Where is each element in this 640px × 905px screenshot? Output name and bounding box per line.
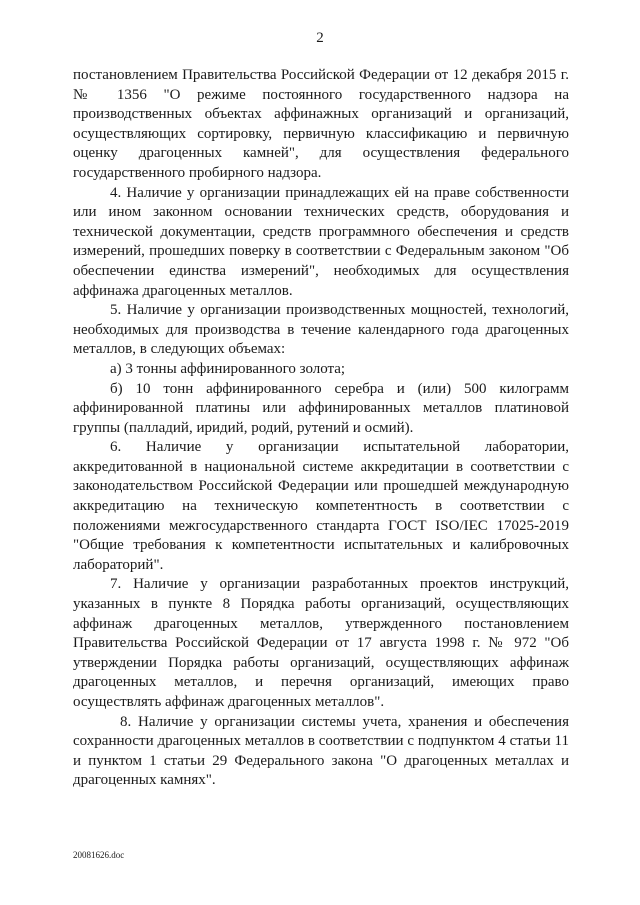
paragraph-item-4: 4. Наличие у организации принадлежащих ей на праве собственности или ином законном основании технических средств, оборудования и технической документации, средств программного обеспечения и средств измерений, прошедших поверку в соответствии с Федеральным законом "Об обеспечении единства измерений", необходимых для осуществления аффинажа драгоценных металлов. [73, 184, 569, 299]
paragraph-item-5: 5. Наличие у организации производственных мощностей, технологий, необходимых для производства в течение календарного года драгоценных металлов, в следующих объемах: [73, 302, 569, 358]
paragraph-item-6: 6. Наличие у организации испытательной лаборатории, аккредитованной в национальной системе аккредитации в соответствии с законодательством Российской Федерации или прошедшей международную аккредитацию на техническую компетентность в соответствии с положениями межгосударственного стандарта ГОСТ ISO/IEC 17025-2019 "Общие требования к компетентности испытательных и калибровочных лабораторий". [73, 439, 569, 573]
paragraph-item-8: 8. Наличие у организации системы учета, хранения и обеспечения сохранности драгоценных металлов в соответствии с подпунктом 4 статьи 11 и пунктом 1 статьи 29 Федерального закона "О драгоценных металлах и драгоценных камнях". [73, 713, 569, 789]
document-body [73, 66, 569, 791]
paragraph-item-7: 7. Наличие у организации разработанных проектов инструкций, указанных в пункте 8 Порядка работы организаций, осуществляющих аффинаж драгоценных металлов, утвержденного постановлением Правительства Российской Федерации от 17 августа 1998 г. № 972 "Об утверждении Порядка работы организаций, осуществляющих аффинаж драгоценных металлов, и перечня организаций, имеющих право осуществлять аффинаж драгоценных металлов". [73, 576, 569, 710]
page-number: 2 [316, 30, 324, 46]
paragraph-item-5a: а) 3 тонны аффинированного золота; [110, 360, 346, 377]
paragraph-continuation: постановлением Правительства Российской Федерации от 12 декабря 2015 г. № 1356 "О режиме постоянного государственного надзора на производственных объектах аффинажных организаций и организаций, осуществляющих сортировку, первичную классификацию и первичную оценку драгоценных камней", для осуществления федерального государственного пробирного надзора. [73, 67, 569, 181]
footer-filename: 20081626.doc [73, 850, 125, 860]
paragraph-item-5b: б) 10 тонн аффинированного серебра и (или) 500 килограмм аффинированной платины или аффинированных металлов платиновой группы (палладий, иридий, родий, рутений и осмий). [73, 380, 569, 436]
